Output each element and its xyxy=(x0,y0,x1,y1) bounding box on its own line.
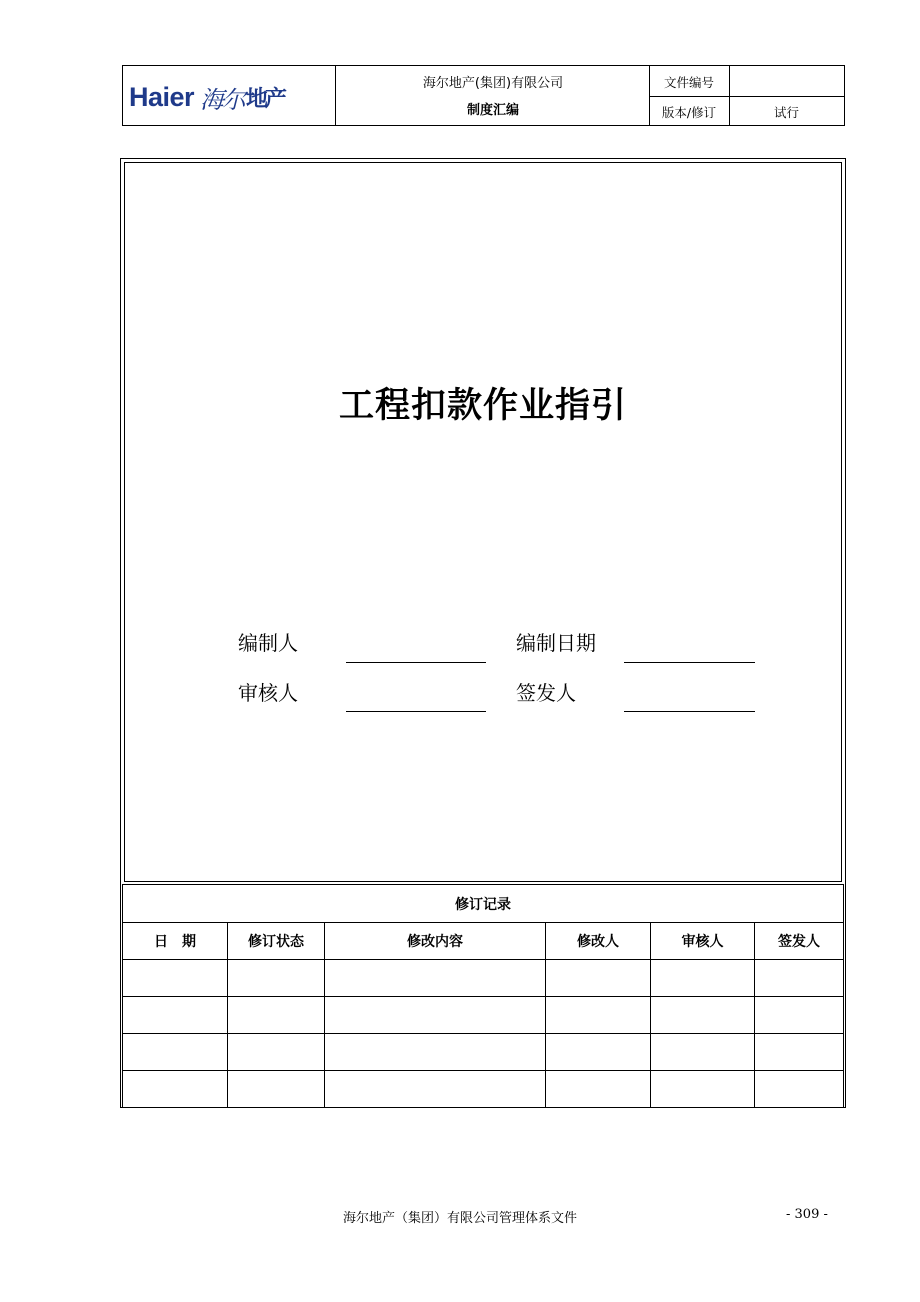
version-label: 版本/修订 xyxy=(661,105,717,120)
column-header-modifier: 修改人 xyxy=(546,923,651,960)
table-cell xyxy=(546,1034,651,1071)
table-cell xyxy=(651,997,755,1034)
version-value: 试行 xyxy=(773,105,799,120)
table-row xyxy=(123,1034,844,1071)
table-cell xyxy=(123,997,228,1034)
logo-cn-bold: 地产 xyxy=(246,87,285,112)
compile-date-label: 编制日期 xyxy=(516,631,596,655)
reviewer-signature-line xyxy=(346,711,486,712)
header-divider xyxy=(335,66,336,125)
cover-panel xyxy=(124,162,842,882)
table-cell xyxy=(755,960,844,997)
revision-caption-row xyxy=(123,885,844,923)
table-cell xyxy=(755,1034,844,1071)
revision-header-row xyxy=(123,923,844,960)
table-cell xyxy=(325,1071,546,1108)
compiler-label: 编制人 xyxy=(238,631,298,655)
table-row xyxy=(123,960,844,997)
document-header xyxy=(122,65,845,126)
table-cell xyxy=(755,997,844,1034)
table-row xyxy=(123,997,844,1034)
table-cell xyxy=(325,1034,546,1071)
company-name: 海尔地产(集团)有限公司 xyxy=(422,76,564,91)
document-title: 工程扣款作业指引 xyxy=(338,386,627,426)
column-header-content: 修改内容 xyxy=(325,923,546,960)
footer-text: 海尔地产（集团）有限公司管理体系文件 xyxy=(342,1211,577,1226)
reviewer-label: 审核人 xyxy=(238,681,298,705)
table-cell xyxy=(546,1071,651,1108)
column-header-date: 日 期 xyxy=(123,923,228,960)
revision-caption: 修订记录 xyxy=(123,885,844,923)
table-cell xyxy=(123,960,228,997)
logo-cn-script: 海尔 xyxy=(200,86,245,114)
revision-table xyxy=(122,884,844,1108)
issuer-label: 签发人 xyxy=(516,681,576,705)
table-cell xyxy=(228,960,325,997)
table-row xyxy=(123,1071,844,1108)
page-number: - 309 - xyxy=(786,1207,828,1222)
column-header-reviewer: 审核人 xyxy=(651,923,755,960)
doc-number-label: 文件编号 xyxy=(663,75,714,90)
table-cell xyxy=(228,1071,325,1108)
logo-latin-text: Haier xyxy=(129,82,195,112)
haier-logo xyxy=(129,80,284,115)
table-cell xyxy=(123,1034,228,1071)
table-cell xyxy=(546,960,651,997)
table-cell xyxy=(228,997,325,1034)
table-cell xyxy=(755,1071,844,1108)
table-cell xyxy=(228,1034,325,1071)
table-cell xyxy=(546,997,651,1034)
table-cell xyxy=(325,960,546,997)
header-divider xyxy=(649,96,844,97)
table-cell xyxy=(651,960,755,997)
table-cell xyxy=(325,997,546,1034)
column-header-status: 修订状态 xyxy=(228,923,325,960)
compiler-signature-line xyxy=(346,662,486,663)
table-cell xyxy=(651,1071,755,1108)
column-header-issuer: 签发人 xyxy=(755,923,844,960)
issuer-signature-line xyxy=(624,711,755,712)
compile-date-line xyxy=(624,662,755,663)
header-subtitle: 制度汇编 xyxy=(466,103,519,118)
table-cell xyxy=(123,1071,228,1108)
table-cell xyxy=(651,1034,755,1071)
